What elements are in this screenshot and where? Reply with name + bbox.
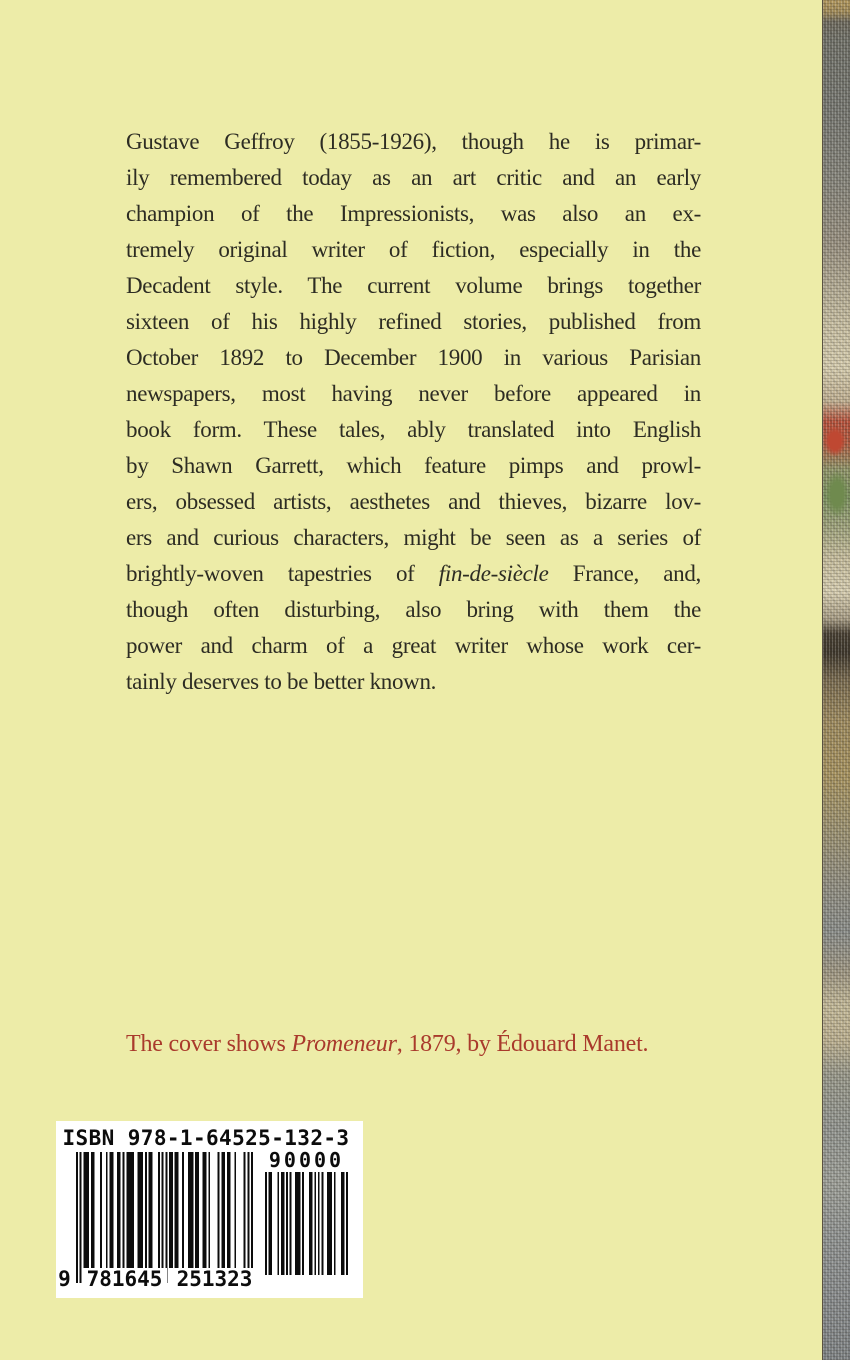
text-run: ers and curious characters, might be seen as a series of <box>126 525 701 550</box>
ean5-addon-barcode <box>265 1172 348 1275</box>
text-run: book form. These tales, ably translated into English <box>126 417 701 442</box>
blurb-line <box>126 340 701 376</box>
text-run: sixteen of his highly refined stories, published from <box>126 309 701 334</box>
barcode-digit-prefix: 9 <box>58 1267 71 1291</box>
blurb-line <box>126 268 701 304</box>
text-run: champion of the Impressionists, was also an ex- <box>126 201 701 226</box>
text-run: by Shawn Garrett, which feature pimps and prowl- <box>126 453 701 478</box>
barcode-panel <box>56 1121 363 1298</box>
text-run: ers, obsessed artists, aesthetes and thieves, bizarre lov- <box>126 489 701 514</box>
text-run: Gustave Geffroy (1855-1926), though he is primar- <box>126 129 701 154</box>
blurb-line <box>126 124 701 160</box>
blurb-line <box>126 520 701 556</box>
text-run: France, and, <box>548 561 702 586</box>
text-run: Decadent style. The current volume brings together <box>126 273 701 298</box>
text-run: tremely original writer of fiction, especially in the <box>126 237 701 262</box>
blurb-line <box>126 376 701 412</box>
isbn-label: ISBN 978-1-64525-132-3 <box>62 1126 350 1150</box>
blurb-line <box>126 484 701 520</box>
text-run: power and charm of a great writer whose work cer- <box>126 633 701 658</box>
blurb-line <box>126 412 701 448</box>
addon-price-code: 90000 <box>268 1148 345 1172</box>
blurb-line <box>126 592 701 628</box>
blurb-line <box>126 196 701 232</box>
barcode-digit-group1: 781645 <box>82 1268 167 1290</box>
blurb-line <box>126 160 701 196</box>
blurb-line <box>126 232 701 268</box>
text-run: newspapers, most having never before appeared in <box>126 381 701 406</box>
ean13-barcode <box>76 1152 253 1283</box>
barcode-digit-group2: 251323 <box>176 1267 253 1291</box>
blurb-line <box>126 304 701 340</box>
cover-credit-line <box>126 1026 726 1062</box>
painting-green-foliage-detail <box>823 462 850 526</box>
text-run: , 1879, by Édouard Manet. <box>396 1031 649 1057</box>
text-run: brightly-woven tapestries of <box>126 561 439 586</box>
text-run: October 1892 to December 1900 in various Parisian <box>126 345 701 370</box>
italic-text-run: Promeneur <box>291 1031 397 1057</box>
text-run: though often disturbing, also bring with them the <box>126 597 701 622</box>
front-cover-edge-strip <box>822 0 850 1360</box>
text-run: The cover shows <box>126 1031 292 1057</box>
text-run: ily remembered today as an art critic and an early <box>126 165 701 190</box>
painting-red-flower-detail <box>823 420 850 462</box>
blurb-line <box>126 628 701 664</box>
blurb-line <box>126 448 701 484</box>
blurb-line <box>126 556 701 592</box>
italic-text-run: fin-de-siècle <box>438 561 549 586</box>
text-run: tainly deserves to be better known. <box>126 669 437 694</box>
blurb-line <box>126 664 701 700</box>
blurb-paragraph <box>126 124 701 700</box>
